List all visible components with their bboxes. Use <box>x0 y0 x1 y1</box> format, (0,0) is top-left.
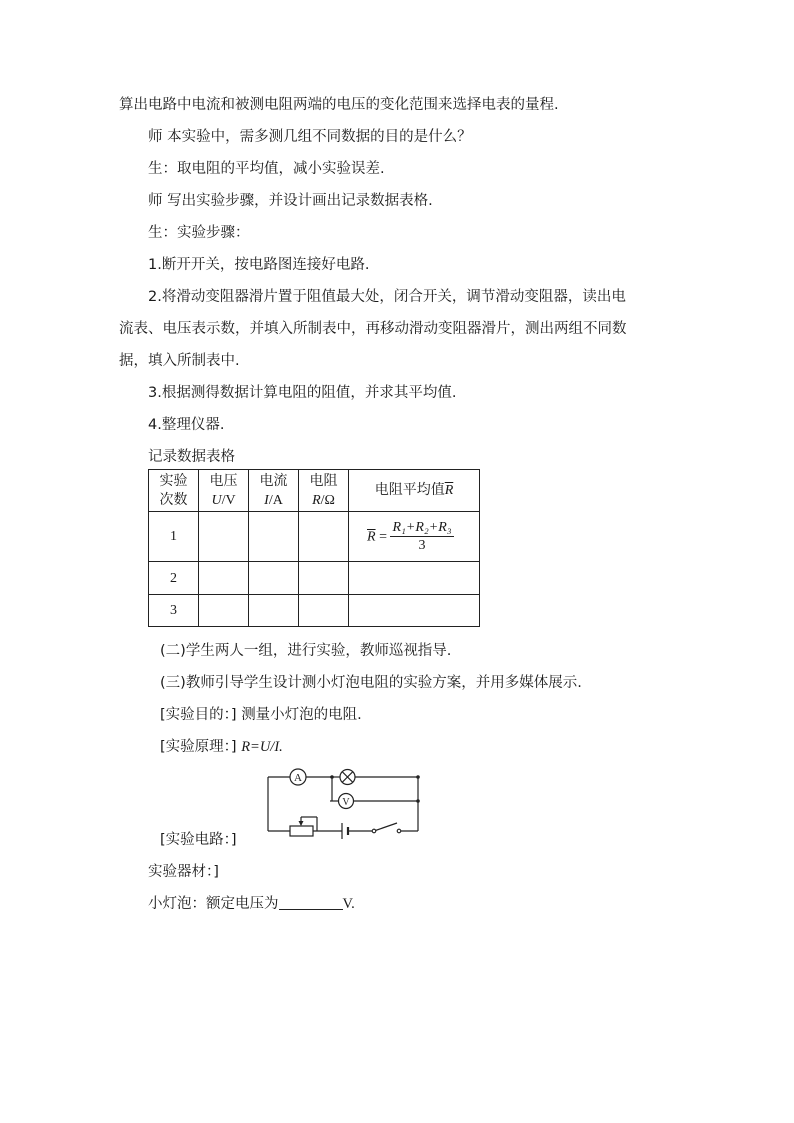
cell-empty <box>299 512 349 562</box>
table-row <box>149 512 480 562</box>
cell-empty <box>249 595 299 627</box>
cell-empty <box>199 595 249 627</box>
table-row <box>149 562 480 595</box>
step-1: 1.断开开关，按电路图连接好电路. <box>148 257 370 273</box>
header-voltage: 电压 U/V <box>199 470 249 512</box>
row-number: 3 <box>149 595 199 627</box>
equipment-label: 实验器材：] <box>148 864 219 880</box>
lamp-icon <box>340 770 355 785</box>
paragraph-5: 生：实验步骤： <box>148 225 250 241</box>
svg-text:A: A <box>294 772 302 784</box>
svg-text:V: V <box>342 797 350 808</box>
step-3: 3.根据测得数据计算电阻的阻值，并求其平均值. <box>148 385 457 401</box>
row-number: 2 <box>149 562 199 595</box>
circuit-diagram <box>262 765 427 845</box>
header-current: 电流 I/A <box>249 470 299 512</box>
table-row <box>149 595 480 627</box>
cell-empty <box>349 595 480 627</box>
cell-empty <box>199 562 249 595</box>
experiment-purpose: [实验目的：] 测量小灯泡的电阻. <box>160 707 362 723</box>
step-4: 4.整理仪器. <box>148 417 225 433</box>
row-number: 1 <box>149 512 199 562</box>
header-average-resistance: 电阻平均值$\overline{R}$ <box>349 470 480 512</box>
paragraph-4: 师 写出实验步骤，并设计画出记录数据表格. <box>148 193 433 209</box>
step-2-line-3: 据，填入所制表中. <box>119 353 240 369</box>
cell-empty <box>299 562 349 595</box>
header-resistance: 电阻 R/Ω <box>299 470 349 512</box>
paragraph-2: 师 本实验中，需多测几组不同数据的目的是什么？ <box>148 129 472 145</box>
cell-empty <box>249 512 299 562</box>
average-formula: $\overline{R}$ = $\frac{\text{R₁+R₂+R₃}}{3}$ <box>349 512 480 562</box>
step-2-line-1: 2.将滑动变阻器滑片置于阻值最大处，闭合开关，调节滑动变阻器，读出电 <box>148 289 626 305</box>
experiment-principle: [实验原理：] R=U/I. <box>160 739 283 755</box>
cell-empty <box>299 595 349 627</box>
record-data-table <box>148 469 480 627</box>
experiment-circuit-label: [实验电路：] <box>160 832 237 848</box>
header-trial: 实验 次数 <box>149 470 199 512</box>
cell-empty <box>349 562 480 595</box>
paragraph-1: 算出电路中电流和被测电阻两端的电压的变化范围来选择电表的量程. <box>119 97 559 113</box>
table-caption: 记录数据表格 <box>148 449 235 465</box>
paragraph-3: 生：取电阻的平均值，减小实验误差. <box>148 161 385 177</box>
fill-in-blank[interactable] <box>279 895 343 910</box>
section-2: (二)学生两人一组，进行实验，教师巡视指导. <box>160 643 452 659</box>
cell-empty <box>199 512 249 562</box>
cell-empty <box>249 562 299 595</box>
ammeter-icon <box>290 769 306 785</box>
voltmeter-icon <box>339 794 354 809</box>
step-2-line-2: 流表、电压表示数，并填入所制表中，再移动滑动变阻器滑片，测出两组不同数 <box>119 321 627 337</box>
lamp-rated-voltage: 小灯泡：额定电压为 V. <box>148 896 355 912</box>
section-3: (三)教师引导学生设计测小灯泡电阻的实验方案，并用多媒体展示. <box>160 675 582 691</box>
